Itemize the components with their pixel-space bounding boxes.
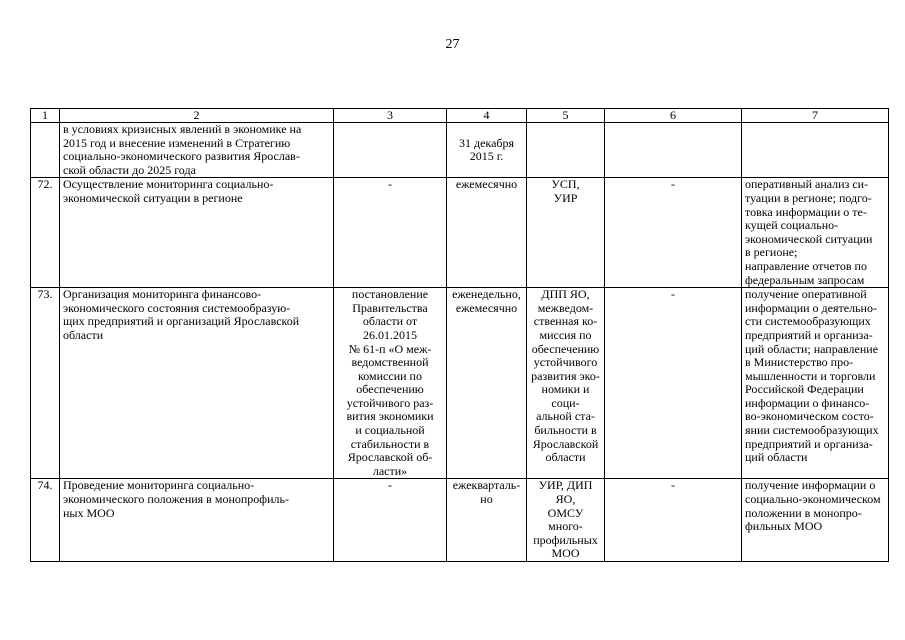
column-header: 7 (742, 109, 889, 123)
deadline-cell (447, 178, 527, 288)
cell-line: товка информации о те- (745, 204, 867, 219)
cell-line: 2015 год и внесение изменений в Стратегию (63, 135, 291, 150)
cell-line: во-экономическом состо- (745, 409, 874, 424)
row-number-cell: 73. (31, 288, 60, 479)
column-header: 3 (334, 109, 447, 123)
cell-line: ций области; направление (745, 341, 879, 356)
cell-line: и социальной (355, 423, 425, 438)
cell-line (450, 123, 523, 137)
activity-name-cell (60, 288, 334, 479)
cell-line: предприятий и организа- (745, 436, 873, 451)
page-number: 27 (445, 37, 460, 52)
legal-basis-cell (334, 178, 447, 288)
cell-line: номики и соци- (541, 382, 590, 410)
cell-line: УСП, (551, 177, 580, 192)
cell-line: ных МОО (63, 505, 115, 520)
column-header: 4 (447, 109, 527, 123)
cell-line: обеспечению (356, 382, 424, 397)
cell-line: ежемесячно (455, 177, 518, 192)
cell-line: межведом- (537, 300, 594, 315)
deadline-cell (447, 123, 527, 178)
cell-line: комиссии по (358, 368, 422, 383)
cell-line: ведомственной (351, 355, 429, 370)
plan-table (30, 108, 889, 562)
expected-result-cell (742, 178, 889, 288)
cell-line: Правительства (352, 300, 428, 315)
cell-line: еженедельно, (452, 287, 521, 302)
expected-result-cell (742, 123, 889, 178)
cell-line: сти системообразующих (745, 314, 871, 329)
cell-line: экономического положения в монопрофиль- (63, 492, 289, 507)
cell-line: федеральным запросам (745, 272, 865, 287)
cell-line: Организация мониторинга финансово- (63, 287, 262, 302)
responsible-cell (527, 123, 605, 178)
cell-line: - (388, 478, 392, 493)
legal-basis-cell (334, 479, 447, 562)
cell-line: МОО (551, 546, 580, 561)
cell-line: щих предприятий и организаций Ярославской (63, 314, 300, 329)
expected-result-cell (742, 288, 889, 479)
cell-line: ласти» (372, 463, 408, 478)
cell-line: но (480, 492, 493, 507)
row-number-cell: 74. (31, 479, 60, 562)
cell-line: бильности в (534, 423, 597, 438)
cell-line: получение информации о (745, 478, 876, 493)
table-row (31, 288, 889, 479)
responsible-cell (527, 178, 605, 288)
column-header: 5 (527, 109, 605, 123)
cell-line: - (388, 177, 392, 192)
cell-line: ций области (745, 450, 808, 465)
cell-line: вития экономики (346, 409, 434, 424)
table-row (31, 178, 889, 288)
cell-line: информации о финансо- (745, 395, 870, 410)
cell-line: получение оперативной (745, 287, 867, 302)
column-header: 6 (605, 109, 742, 123)
cell-line: экономического состояния системообразую- (63, 300, 291, 315)
cell-line: № 61-п «О меж- (348, 341, 432, 356)
legal-basis-cell (334, 288, 447, 479)
cell-line: предприятий и организа- (745, 327, 873, 342)
column-header-row (31, 109, 889, 123)
cell-line: фильных МОО (745, 519, 823, 534)
activity-name-cell (60, 123, 334, 178)
cell-line: области (545, 450, 586, 465)
cell-line: - (671, 177, 675, 192)
funding-cell (605, 288, 742, 479)
cell-line: устойчивого раз- (346, 395, 434, 410)
column-header: 1 (31, 109, 60, 123)
cell-line: Проведение мониторинга социально- (63, 478, 255, 493)
cell-line: 31 декабря (458, 135, 515, 150)
cell-line: оперативный анализ си- (745, 177, 869, 192)
cell-line: информации о деятельно- (745, 300, 877, 315)
cell-line: ОМСУ много- (547, 505, 584, 534)
deadline-cell (447, 479, 527, 562)
cell-line: - (671, 287, 675, 302)
table-row (31, 123, 889, 178)
cell-line: постановление (351, 287, 429, 302)
funding-cell (605, 479, 742, 562)
cell-line: устойчивого (533, 355, 598, 370)
expected-result-cell (742, 479, 889, 562)
cell-line: миссия по (539, 327, 592, 342)
table-row (31, 479, 889, 562)
cell-line: ДПП ЯО, (541, 287, 590, 302)
column-header: 2 (60, 109, 334, 123)
cell-line: социально-экономическом (745, 492, 881, 507)
cell-line: - (671, 478, 675, 493)
activity-name-cell (60, 178, 334, 288)
cell-line: развития эко- (531, 368, 600, 383)
funding-cell (605, 123, 742, 178)
cell-line: янии системообразующих (745, 423, 879, 438)
cell-line: ственная ко- (533, 314, 598, 329)
cell-line: в условиях кризисных явлений в экономике на (63, 122, 302, 136)
cell-line: положении в монопро- (745, 505, 862, 520)
activity-name-cell (60, 479, 334, 562)
responsible-cell (527, 288, 605, 479)
cell-line: мышленности и торговли (745, 368, 876, 383)
legal-basis-cell (334, 123, 447, 178)
cell-line: альной ста- (536, 409, 595, 424)
cell-line: в Министерство про- (745, 355, 854, 370)
cell-line: стабильности в (350, 436, 430, 451)
cell-line: в регионе; (745, 245, 798, 260)
cell-line: экономической ситуации (745, 231, 873, 246)
cell-line: ской области до 2025 года (63, 162, 196, 177)
cell-line: Ярославской об- (347, 450, 433, 465)
cell-line: области от (362, 314, 418, 329)
cell-line: Ярославской (532, 436, 599, 451)
cell-line: профильных (533, 532, 598, 547)
cell-line: туации в регионе; подго- (745, 190, 872, 205)
funding-cell (605, 178, 742, 288)
cell-line: кущей социально- (745, 218, 839, 233)
cell-line: УИР, ДИП ЯО, (538, 478, 593, 507)
cell-line: ежемесячно (455, 300, 518, 315)
deadline-cell (447, 288, 527, 479)
cell-line: ежекварталь- (452, 478, 521, 493)
cell-line: 26.01.2015 (363, 327, 417, 342)
responsible-cell (527, 479, 605, 562)
cell-line: 2015 г. (469, 149, 504, 164)
cell-line: социально-экономического развития Ярослав- (63, 149, 300, 164)
cell-line: УИР (553, 190, 578, 205)
cell-line: области (63, 327, 104, 342)
cell-line: экономической ситуации в регионе (63, 190, 243, 205)
cell-line: Осуществление мониторинга социально- (63, 177, 274, 192)
cell-line: направление отчетов по (745, 258, 867, 273)
row-number-cell (31, 123, 60, 178)
cell-line: обеспечению (531, 341, 600, 356)
cell-line: Российской Федерации (745, 382, 864, 397)
row-number-cell: 72. (31, 178, 60, 288)
